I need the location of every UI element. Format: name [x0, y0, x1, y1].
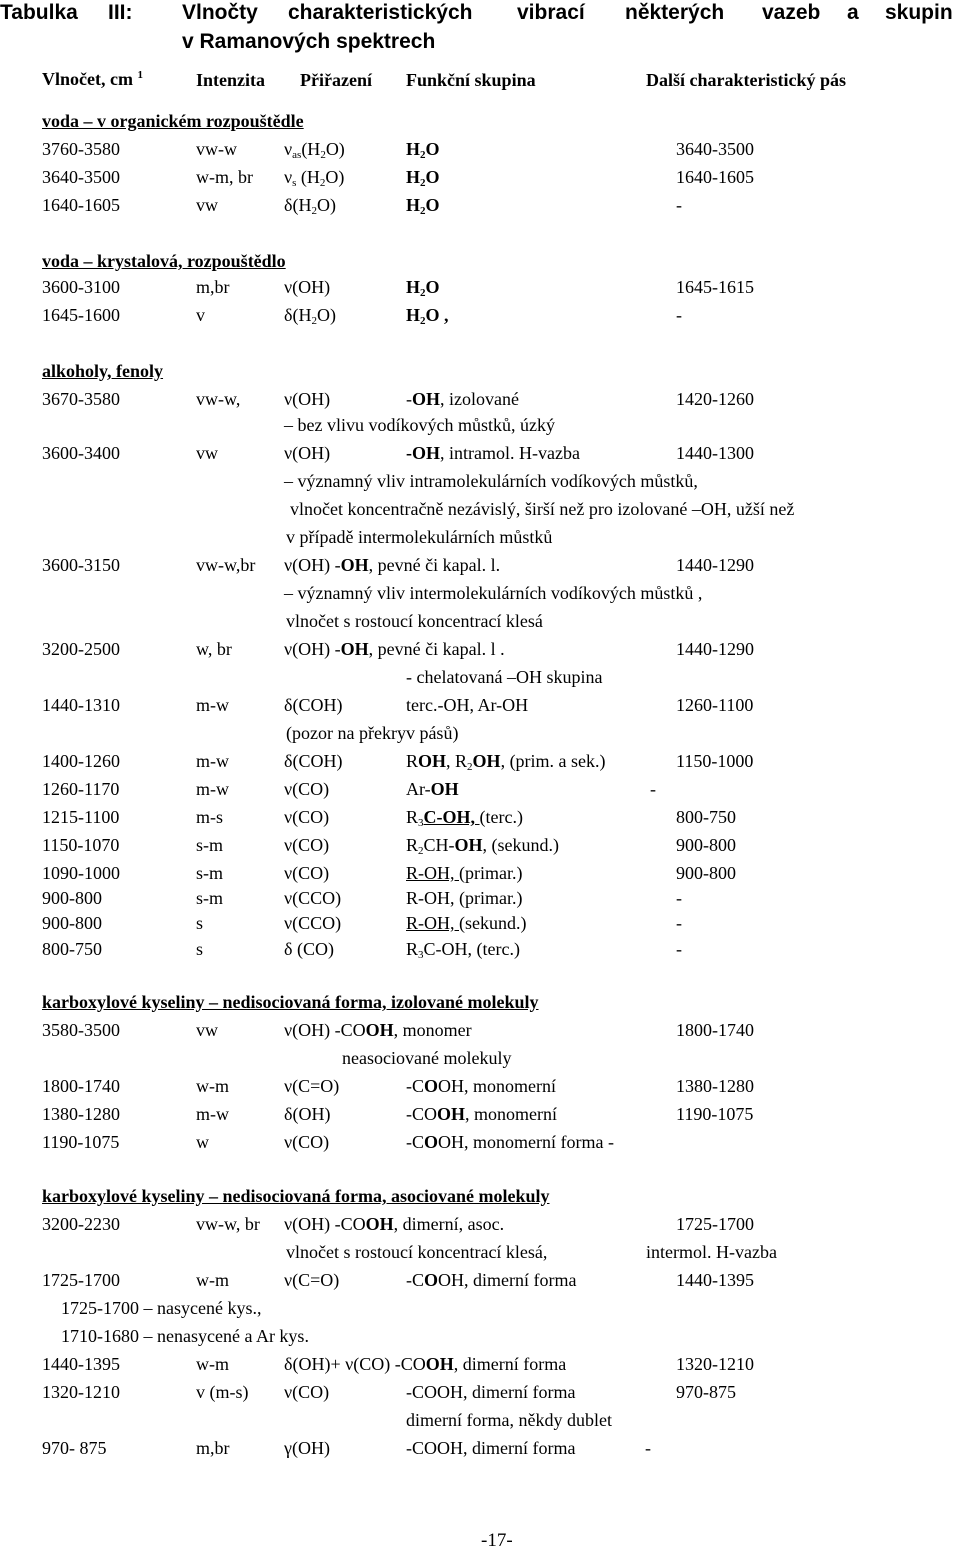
cell-group	[406, 780, 459, 798]
cell-wavenumber: 3600-3100	[42, 277, 120, 297]
cell-wavenumber: 800-750	[42, 939, 102, 959]
row-note: vlnočet koncentračně nezávislý, širší než pro izolované –OH, užší než	[290, 499, 795, 519]
grp-sub: 3	[418, 949, 424, 961]
section-heading: alkoholy, fenoly	[42, 361, 164, 381]
cell-wavenumber: 970- 875	[42, 1438, 107, 1458]
cell-other-band: 1440-1395	[676, 1270, 754, 1290]
cell-assignment: ν(C=O)	[284, 1076, 340, 1096]
title-word: III:	[108, 1, 133, 24]
grp-sub: 2	[467, 761, 473, 773]
cell-intensity: vw	[196, 443, 218, 463]
cell-wavenumber: 1190-1075	[42, 1132, 120, 1152]
grp-text: , R	[446, 751, 468, 771]
cell-wavenumber: 1440-1395	[42, 1354, 120, 1374]
cell-intensity: m-w	[196, 695, 229, 715]
cell-other-band: 1640-1605	[676, 167, 754, 187]
asg-sub: s	[292, 177, 297, 189]
cell-group	[406, 168, 440, 189]
asg-text: ν(OH) -CO	[284, 1214, 366, 1234]
cell-group	[406, 444, 580, 462]
cell-group	[406, 140, 440, 161]
cell-assignment: ν(OH)	[284, 277, 331, 297]
cell-intensity: s-m	[196, 888, 223, 908]
grp-bold: OH	[365, 1020, 394, 1040]
grp-text: (terc.)	[479, 807, 523, 827]
grp-bold: OH	[365, 1214, 394, 1234]
asg-sub: as	[292, 149, 302, 161]
asg-sub: 2	[320, 149, 326, 161]
cell-assignment	[284, 640, 505, 658]
asg-sub: 2	[311, 205, 317, 217]
asg-text: ν	[284, 139, 293, 159]
cell-wavenumber: 3580-3500	[42, 1020, 120, 1040]
cell-assignment: δ(COH)	[284, 751, 343, 771]
grp-sub: 2	[420, 205, 426, 217]
cell-assignment: δ (CO)	[284, 939, 334, 959]
grp-text: , izolované	[440, 389, 519, 409]
cell-other-band: 1440-1300	[676, 443, 754, 463]
grp-text: , (prim. a sek.)	[500, 751, 606, 771]
cell-group	[406, 1271, 576, 1289]
cell-other-band: 1440-1290	[676, 555, 754, 575]
cell-other-band: -	[650, 779, 656, 799]
grp-text: , monomerní	[465, 1104, 558, 1124]
row-note: neasociované molekuly	[342, 1048, 512, 1068]
row-note: vlnočet s rostoucí koncentrací klesá,	[286, 1242, 548, 1262]
cell-intensity: m-w	[196, 1104, 229, 1124]
grp-text: , intramol. H-vazba	[440, 443, 580, 463]
grp-text: H	[406, 139, 421, 159]
grp-bold: O	[424, 1270, 439, 1290]
row-note: 1710-1680 – nenasycené a Ar kys.	[61, 1326, 309, 1346]
grp-text: O	[425, 195, 440, 215]
grp-sub: 2	[418, 845, 424, 857]
grp-text: R-OH,	[406, 913, 459, 933]
asg-text: O)	[316, 305, 336, 325]
cell-other-band: 1190-1075	[676, 1104, 754, 1124]
grp-text: , pevné či kapal. l .	[368, 639, 505, 659]
grp-bold: OH	[425, 1354, 454, 1374]
cell-wavenumber: 3670-3580	[42, 389, 120, 409]
grp-text: -C	[406, 1132, 424, 1152]
cell-assignment	[284, 1355, 566, 1373]
row-note: dimerní forma, někdy dublet	[406, 1410, 612, 1430]
grp-text: R-OH,	[406, 863, 459, 883]
cell-other-band: 900-800	[676, 835, 736, 855]
cell-assignment	[284, 196, 336, 217]
cell-assignment: ν(OH)	[284, 389, 331, 409]
cell-assignment: δ(COH)	[284, 695, 343, 715]
asg-text: O)	[325, 167, 345, 187]
cell-assignment: ν(C=O)	[284, 1270, 340, 1290]
cell-assignment: ν(CO)	[284, 1382, 330, 1402]
cell-other-band: 3640-3500	[676, 139, 754, 159]
cell-group	[406, 306, 449, 327]
cell-intensity: m-w	[196, 751, 229, 771]
cell-intensity: w-m	[196, 1076, 229, 1096]
cell-group	[406, 808, 523, 829]
cell-assignment: ν(CCO)	[284, 913, 342, 933]
cell-other-band: -	[676, 939, 682, 959]
cell-intensity: w-m, br	[196, 167, 253, 187]
row-note: – bez vlivu vodíkových můstků, úzký	[284, 415, 555, 435]
header-wavenumber	[42, 70, 143, 88]
cell-group	[406, 278, 440, 299]
cell-intensity: m-s	[196, 807, 223, 827]
cell-other-band: 1645-1615	[676, 277, 754, 297]
cell-assignment	[284, 306, 336, 327]
cell-assignment: γ(OH)	[284, 1438, 330, 1458]
cell-assignment	[284, 168, 344, 189]
cell-intensity: vw-w	[196, 139, 237, 159]
row-note: v případě intermolekulárních můstků	[286, 527, 553, 547]
grp-sub: 2	[420, 177, 426, 189]
grp-text: OH, monomerní forma -	[438, 1132, 614, 1152]
cell-other-band: 900-800	[676, 863, 736, 883]
cell-other-band: 1260-1100	[676, 695, 754, 715]
cell-wavenumber: 1215-1100	[42, 807, 120, 827]
grp-bold: OH	[454, 835, 483, 855]
page-number: -17-	[481, 1530, 513, 1551]
grp-text: , (sekund.)	[482, 835, 560, 855]
cell-intensity: v	[196, 305, 205, 325]
cell-other-band: 800-750	[676, 807, 736, 827]
title-word: skupin	[885, 1, 953, 24]
grp-text: , monomer	[393, 1020, 472, 1040]
asg-text: ν(OH) -CO	[284, 1020, 366, 1040]
cell-intensity: m,br	[196, 277, 230, 297]
grp-text: H	[406, 167, 421, 187]
row-note: vlnočet s rostoucí koncentrací klesá	[286, 611, 543, 631]
cell-wavenumber: 1640-1605	[42, 195, 120, 215]
cell-wavenumber: 3640-3500	[42, 167, 120, 187]
grp-bold: OH	[412, 389, 441, 409]
asg-text: ν(OH) -	[284, 555, 341, 575]
grp-bold: OH	[340, 639, 369, 659]
asg-text: (H	[301, 139, 321, 159]
cell-assignment	[284, 556, 500, 574]
cell-assignment: ν(CO)	[284, 807, 330, 827]
cell-wavenumber: 1440-1310	[42, 695, 120, 715]
cell-assignment: ν(CO)	[284, 863, 330, 883]
cell-intensity: vw	[196, 1020, 218, 1040]
grp-sub: 2	[420, 149, 426, 161]
cell-wavenumber: 3200-2500	[42, 639, 120, 659]
grp-text: (sekund.)	[459, 913, 527, 933]
cell-group: terc.-OH, Ar-OH	[406, 695, 529, 715]
grp-text: (primar.)	[459, 863, 523, 883]
cell-intensity: w	[196, 1132, 209, 1152]
grp-text: Ar-	[406, 779, 431, 799]
row-note: 1725-1700 – nasycené kys.,	[61, 1298, 262, 1318]
cell-assignment: ν(CO)	[284, 779, 330, 799]
cell-assignment: ν(OH)	[284, 443, 331, 463]
cell-intensity: vw-w,br	[196, 555, 256, 575]
grp-text: H	[406, 195, 421, 215]
grp-text: -CO	[406, 1104, 437, 1124]
title-word: vazeb	[762, 1, 821, 24]
cell-other-band: 1440-1290	[676, 639, 754, 659]
header-group: Funkční skupina	[406, 70, 536, 90]
grp-text: O ,	[425, 305, 449, 325]
cell-wavenumber: 1150-1070	[42, 835, 120, 855]
header-intensity: Intenzita	[196, 70, 265, 90]
cell-intensity: v (m-s)	[196, 1382, 249, 1402]
cell-assignment: ν(CO)	[284, 835, 330, 855]
cell-assignment	[284, 1215, 504, 1233]
cell-other-band: 1150-1000	[676, 751, 754, 771]
cell-intensity: w-m	[196, 1354, 229, 1374]
cell-other-band: -	[676, 305, 682, 325]
row-note: – významný vliv intermolekulárních vodíkových můstků ,	[284, 583, 703, 603]
grp-text: , pevné či kapal. l.	[368, 555, 501, 575]
grp-text: O	[425, 277, 440, 297]
cell-wavenumber: 3760-3580	[42, 139, 120, 159]
cell-intensity: m,br	[196, 1438, 230, 1458]
cell-group: -COOH, dimerní forma	[406, 1438, 576, 1458]
cell-other-band: 970-875	[676, 1382, 736, 1402]
header-wavenumber-text: Vlnočet, cm	[42, 69, 133, 89]
grp-text: OH, dimerní forma	[438, 1270, 577, 1290]
grp-text: CH-	[423, 835, 455, 855]
grp-text: H	[406, 305, 421, 325]
grp-text: R	[406, 939, 419, 959]
grp-bold: C-OH,	[423, 807, 480, 827]
asg-text: ν	[284, 167, 293, 187]
cell-group: -COOH, dimerní forma	[406, 1382, 576, 1402]
grp-text: -C	[406, 1076, 424, 1096]
row-note: - chelatovaná –OH skupina	[406, 667, 603, 687]
header-other-band: Další charakteristický pás	[646, 70, 846, 90]
grp-text: O	[425, 167, 440, 187]
cell-assignment	[284, 1021, 472, 1039]
grp-sub: 3	[418, 817, 424, 829]
cell-intensity: s-m	[196, 835, 223, 855]
asg-sub: 2	[319, 177, 326, 189]
cell-wavenumber: 3200-2230	[42, 1214, 120, 1234]
grp-text: R	[406, 835, 419, 855]
row-note: – významný vliv intramolekulárních vodíkových můstků,	[284, 471, 698, 491]
cell-group: R-OH, (primar.)	[406, 888, 523, 908]
grp-text: R	[406, 807, 419, 827]
grp-text: R	[406, 751, 419, 771]
cell-other-band: 1380-1280	[676, 1076, 754, 1096]
grp-sub: 2	[420, 315, 426, 327]
cell-group	[406, 914, 526, 932]
cell-wavenumber: 1260-1170	[42, 779, 120, 799]
title-word: některých	[625, 1, 725, 24]
grp-text: -	[406, 389, 412, 409]
cell-wavenumber: 900-800	[42, 913, 102, 933]
grp-bold: O	[424, 1076, 439, 1096]
cell-group	[406, 864, 522, 882]
asg-text: δ(H	[284, 195, 312, 215]
grp-bold: -OH	[406, 443, 440, 463]
grp-bold: OH	[430, 779, 459, 799]
cell-assignment	[284, 140, 345, 161]
cell-wavenumber: 3600-3150	[42, 555, 120, 575]
grp-text: , dimerní, asoc.	[393, 1214, 505, 1234]
grp-bold: OH	[418, 751, 447, 771]
cell-other-band: 1420-1260	[676, 389, 754, 409]
cell-group	[406, 1105, 557, 1123]
cell-other-band: -	[676, 888, 682, 908]
grp-text: OH, monomerní	[438, 1076, 556, 1096]
cell-intensity: vw	[196, 195, 218, 215]
cell-group	[406, 390, 519, 408]
cell-other-band: -	[676, 195, 682, 215]
header-wavenumber-sup: 1	[137, 69, 143, 81]
cell-wavenumber: 1320-1210	[42, 1382, 120, 1402]
cell-other-band: 1320-1210	[676, 1354, 754, 1374]
section-heading: voda – v organickém rozpouštědle	[42, 111, 304, 131]
cell-group	[406, 836, 559, 857]
cell-intensity: s	[196, 939, 204, 959]
asg-text: ν(OH) -	[284, 639, 341, 659]
cell-wavenumber: 1380-1280	[42, 1104, 120, 1124]
grp-text: -C	[406, 1270, 424, 1290]
cell-assignment: ν(CO)	[284, 1132, 330, 1152]
cell-other-band: -	[676, 913, 682, 933]
grp-text: O	[425, 139, 440, 159]
row-note: (pozor na překryv pásů)	[286, 723, 459, 743]
section-heading: karboxylové kyseliny – nedisociovaná forma, izolované molekuly	[42, 992, 539, 1012]
cell-assignment: δ(OH)	[284, 1104, 331, 1124]
title-word: Vlnočty	[182, 1, 258, 24]
grp-sub: 2	[420, 287, 426, 299]
cell-group	[406, 1077, 556, 1095]
cell-wavenumber: 3600-3400	[42, 443, 120, 463]
grp-bold: OH	[437, 1104, 466, 1124]
cell-other-band: 1725-1700	[676, 1214, 754, 1234]
cell-wavenumber: 1800-1740	[42, 1076, 120, 1096]
cell-assignment: ν(CCO)	[284, 888, 342, 908]
asg-text: (H	[296, 167, 320, 187]
cell-wavenumber: 900-800	[42, 888, 102, 908]
cell-intensity: w-m	[196, 1270, 229, 1290]
cell-wavenumber: 1725-1700	[42, 1270, 120, 1290]
cell-intensity: s-m	[196, 863, 223, 883]
grp-text: H	[406, 277, 421, 297]
grp-bold: O	[424, 1132, 439, 1152]
asg-sub: 2	[311, 315, 317, 327]
asg-text: O)	[316, 195, 336, 215]
cell-group	[406, 940, 520, 961]
title-word: vibrací	[517, 1, 585, 24]
title-line2: v Ramanových spektrech	[182, 30, 436, 53]
cell-intensity: m-w	[196, 779, 229, 799]
cell-intensity: w, br	[196, 639, 232, 659]
header-assignment: Přiřazení	[300, 70, 372, 90]
cell-wavenumber: 1645-1600	[42, 305, 120, 325]
title-word: a	[847, 1, 859, 24]
row-note: intermol. H-vazba	[646, 1242, 777, 1262]
cell-wavenumber: 1400-1260	[42, 751, 120, 771]
asg-text: δ(OH)+ ν(CO) -CO	[284, 1354, 426, 1374]
title-word: Tabulka	[0, 1, 78, 24]
section-heading: voda – krystalová, rozpouštědlo	[42, 251, 286, 271]
grp-bold: OH	[472, 751, 501, 771]
section-heading: karboxylové kyseliny – nedisociovaná forma, asociované molekuly	[42, 1186, 550, 1206]
cell-other-band: -	[645, 1438, 651, 1458]
cell-other-band: 1800-1740	[676, 1020, 754, 1040]
cell-intensity: vw-w, br	[196, 1214, 260, 1234]
cell-wavenumber: 1090-1000	[42, 863, 120, 883]
title-word: charakteristických	[288, 1, 473, 24]
grp-text: , dimerní forma	[453, 1354, 567, 1374]
grp-bold: OH	[340, 555, 369, 575]
cell-intensity: s	[196, 913, 204, 933]
asg-text: O)	[325, 139, 345, 159]
cell-group	[406, 1133, 614, 1151]
asg-text: δ(H	[284, 305, 312, 325]
cell-group	[406, 196, 440, 217]
grp-text: C-OH, (terc.)	[423, 939, 520, 959]
cell-intensity: vw-w,	[196, 389, 241, 409]
cell-group	[406, 752, 606, 773]
